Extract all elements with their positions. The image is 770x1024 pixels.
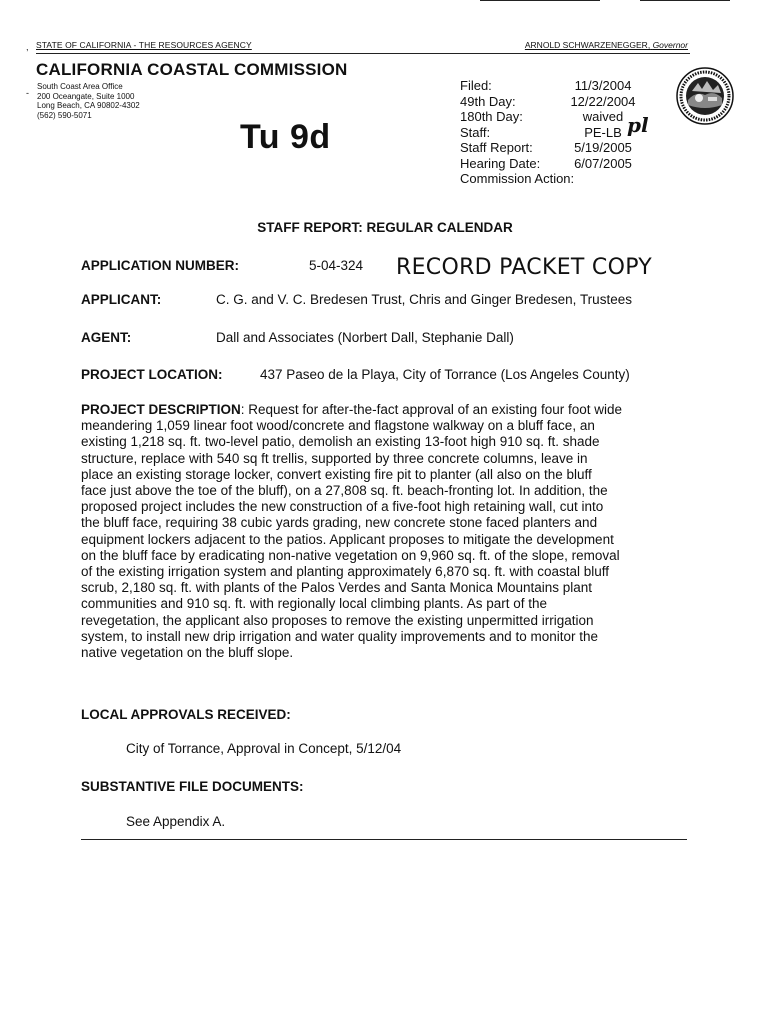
margin-mark: , [26, 42, 29, 52]
meta-label: Commission Action: [460, 171, 575, 186]
meta-value: waived [582, 109, 624, 124]
description-line: revegetation, the applicant also proposes to remove the existing unpermitted irrigation [81, 612, 594, 628]
field-label: AGENT: [81, 330, 132, 345]
agent-label [81, 330, 131, 345]
meta-label: Filed: [460, 78, 492, 93]
meta-label: Hearing Date: [460, 155, 541, 171]
governor-name: ARNOLD SCHWARZENEGGER, [524, 40, 651, 50]
governor-title: Governor [652, 40, 688, 50]
header-rule [36, 53, 690, 54]
organization-name: CALIFORNIA COASTAL COMMISSION [36, 60, 348, 79]
handwritten-initials: pl [627, 113, 649, 137]
agency-line: STATE OF CALIFORNIA - THE RESOURCES AGENCY [36, 40, 252, 50]
field-label: APPLICANT: [81, 292, 162, 307]
description-line: equipment lockers adjacent to the patios. Applicant proposes to mitigate the development [81, 531, 614, 547]
description-line: meandering 1,059 linear foot wood/concrete and flagstone walkway on a bluff face, an [81, 418, 595, 434]
local-approvals-heading: LOCAL APPROVALS RECEIVED: [81, 707, 291, 722]
field-label: APPLICATION NUMBER: [81, 258, 239, 273]
meta-value: 5/19/2005 [574, 140, 632, 155]
description-line: the bluff face, requiring 38 cubic yards grading, new concrete stone faced planters and [81, 515, 598, 531]
meta-label: 49th Day: [460, 93, 516, 109]
description-line: structure, replace with 540 sq ft trellis, supported by three concrete columns, leave in [81, 450, 588, 466]
agent-value: Dall and Associates (Norbert Dall, Stephanie Dall) [216, 330, 514, 345]
description-label: PROJECT DESCRIPTION [81, 402, 241, 417]
description-line: communities and 910 sq. ft. with regionally local climbing plants. As part of the [81, 596, 547, 612]
local-approvals-text: City of Torrance, Approval in Concept, 5/12/04 [126, 741, 402, 756]
description-line: on the bluff face by eradicating non-native vegetation on 9,960 sq. ft. of the slope, removal [81, 547, 620, 563]
meta-label: 180th Day: [460, 109, 523, 124]
description-line: scrub, 2,180 sq. ft. with plants of the Palos Verdes and Santa Monica Mountains plant [81, 580, 593, 596]
office-line: (562) 590-5071 [37, 110, 92, 120]
description-line: of the existing irrigation system and planting approximately 6,870 sq. ft. with coastal bluff [81, 564, 610, 580]
office-line: 200 Oceangate, Suite 1000 [37, 91, 135, 101]
description-line: system, to install new drip irrigation and water quality improvements and to monitor the [81, 628, 598, 644]
meta-label: Staff: [460, 124, 491, 140]
applicant-label [81, 292, 161, 307]
meta-value: 12/22/2004 [570, 93, 636, 109]
governor-line [525, 40, 688, 50]
description-line: PROJECT DESCRIPTION: Request for after-the-fact approval of an existing four foot wide [81, 402, 622, 417]
agenda-item: Tu 9d [240, 118, 331, 156]
meta-label: Staff Report: [460, 140, 533, 155]
location-label [81, 367, 223, 382]
description-line: place an existing storage locker, convert existing fire pit to planter (all also on the bluff [81, 466, 592, 482]
file-documents-heading: SUBSTANTIVE FILE DOCUMENTS: [81, 779, 304, 794]
project-description [81, 402, 691, 661]
application-value: 5-04-324 [309, 258, 364, 273]
meta-value: 11/3/2004 [574, 78, 632, 93]
description-line: proposed project includes the new construction of a five-foot high retaining wall, cut into [81, 499, 604, 515]
scan-line [640, 0, 730, 1]
field-label: PROJECT LOCATION: [81, 367, 223, 382]
meta-value: PE-LB [584, 124, 622, 140]
report-title: STAFF REPORT: REGULAR CALENDAR [257, 220, 513, 235]
file-documents-text: See Appendix A. [126, 814, 226, 829]
description-line: native vegetation on the bluff slope. [81, 645, 294, 661]
applicant-value: C. G. and V. C. Bredesen Trust, Chris and Ginger Bredesen, Trustees [216, 292, 632, 307]
office-address [37, 82, 140, 120]
location-value: 437 Paseo de la Playa, City of Torrance (Los Angeles County) [260, 367, 630, 382]
state-seal-icon [676, 67, 734, 125]
record-packet-stamp: RECORD PACKET COPY [396, 255, 653, 280]
meta-value: 6/07/2005 [574, 155, 632, 171]
scan-line [480, 0, 600, 1]
margin-mark: - [26, 88, 29, 98]
description-line: face just above the toe of the bluff), on a 27,808 sq. ft. beach-fronting lot. In addition, the [81, 483, 608, 499]
description-line: existing 1,218 sq. ft. two-level patio, demolish an existing 13-foot high 910 sq. ft. shade [81, 434, 600, 450]
office-line: Long Beach, CA 90802-4302 [37, 101, 140, 110]
footer-rule [81, 839, 687, 840]
application-number [81, 258, 239, 273]
office-line: South Coast Area Office [37, 82, 123, 91]
